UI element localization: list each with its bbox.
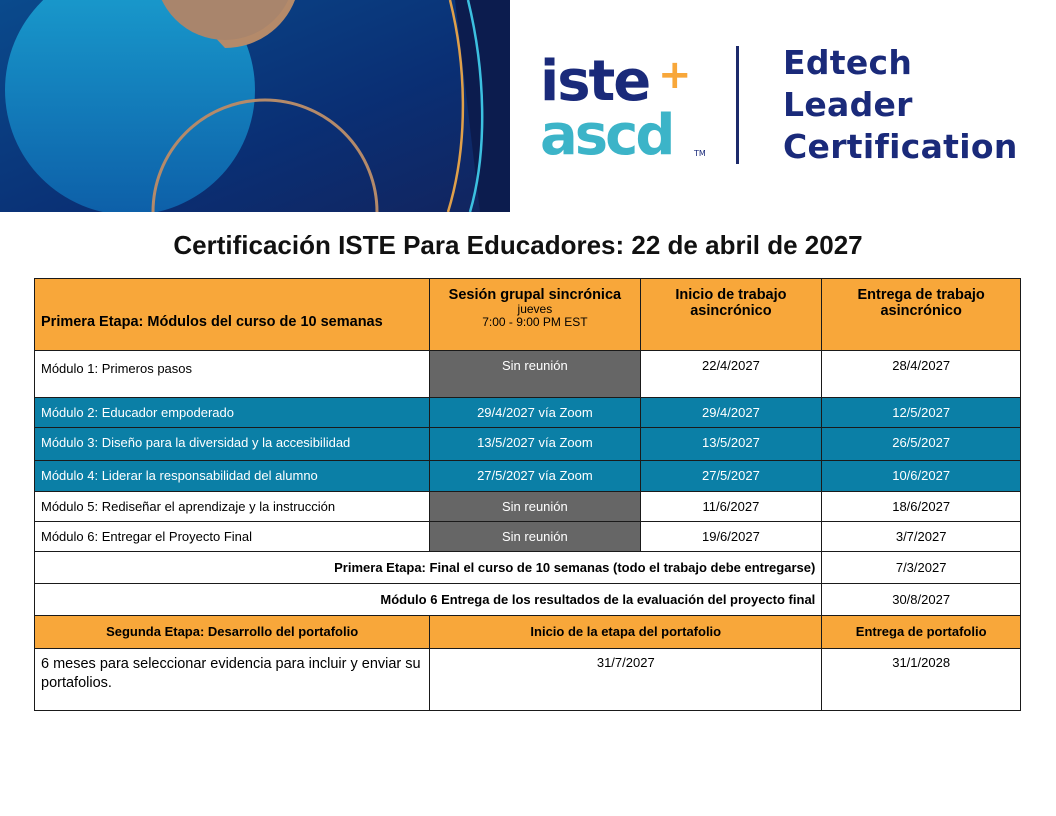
table-row: [35, 398, 1021, 428]
portfolio-due-date: 31/1/2028: [822, 649, 1021, 711]
session-cell: 27/5/2027 vía Zoom: [430, 461, 640, 492]
banner-decorative-graphic: [0, 0, 510, 212]
module-name: Módulo 4: Liderar la responsabilidad del alumno: [35, 461, 430, 492]
module-name: Módulo 3: Diseño para la diversidad y la accesibilidad: [35, 428, 430, 461]
module-name: Módulo 5: Rediseñar el aprendizaje y la instrucción: [35, 492, 430, 522]
logo-divider: [736, 46, 739, 164]
module-name: Módulo 1: Primeros pasos: [35, 351, 430, 398]
summary-date: 30/8/2027: [822, 584, 1021, 616]
session-cell: 13/5/2027 vía Zoom: [430, 428, 640, 461]
table-row: [35, 351, 1021, 398]
summary-label: Módulo 6 Entrega de los resultados de la evaluación del proyecto final: [35, 584, 822, 616]
due-date: 12/5/2027: [822, 398, 1021, 428]
summary-label: Primera Etapa: Final el curso de 10 semanas (todo el trabajo debe entregarse): [35, 552, 822, 584]
svg-text:iste: iste: [540, 49, 650, 114]
table-header-row: [35, 279, 1021, 351]
due-date: 10/6/2027: [822, 461, 1021, 492]
portfolio-start-date: 31/7/2027: [430, 649, 822, 711]
sync-session-header: Sesión grupal sincrónica jueves 7:00 - 9:00 PM EST: [430, 279, 640, 351]
svg-text:TM: TM: [694, 149, 706, 158]
svg-text:ascd: ascd: [540, 103, 673, 160]
header-banner: [0, 0, 1056, 212]
due-date: 28/4/2027: [822, 351, 1021, 398]
start-date: 11/6/2027: [640, 492, 822, 522]
due-date: 3/7/2027: [822, 522, 1021, 552]
due-date: 18/6/2027: [822, 492, 1021, 522]
schedule-table: [34, 278, 1021, 711]
stage2-header: Segunda Etapa: Desarrollo del portafolio: [35, 616, 430, 649]
sync-time: 7:00 - 9:00 PM EST: [482, 315, 588, 329]
async-start-header: Inicio de trabajo asincrónico: [640, 279, 822, 351]
portfolio-description: 6 meses para seleccionar evidencia para incluir y enviar su portafolios.: [35, 649, 430, 711]
due-date: 26/5/2027: [822, 428, 1021, 461]
sync-day: jueves: [517, 302, 553, 316]
start-date: 29/4/2027: [640, 398, 822, 428]
module-name: Módulo 2: Educador empoderado: [35, 398, 430, 428]
session-cell: 29/4/2027 vía Zoom: [430, 398, 640, 428]
title-line-2: Leader: [783, 85, 913, 124]
summary-row: [35, 584, 1021, 616]
session-cell: Sin reunión: [430, 351, 640, 398]
session-cell: Sin reunión: [430, 522, 640, 552]
title-line-3: Certification: [783, 127, 1018, 166]
iste-ascd-logo: [540, 48, 710, 160]
stage2-header-row: [35, 616, 1021, 649]
table-row: [35, 428, 1021, 461]
certification-title: [783, 42, 1043, 168]
svg-text:+: +: [658, 52, 692, 98]
table-row: [35, 492, 1021, 522]
document-title: Certificación ISTE Para Educadores: 22 de abril de 2027: [173, 230, 863, 260]
start-date: 13/5/2027: [640, 428, 822, 461]
title-line-1: Edtech: [783, 43, 913, 82]
module-name: Módulo 6: Entregar el Proyecto Final: [35, 522, 430, 552]
portfolio-start-header: Inicio de la etapa del portafolio: [430, 616, 822, 649]
summary-date: 7/3/2027: [822, 552, 1021, 584]
async-due-header: Entrega de trabajo asincrónico: [822, 279, 1021, 351]
table-row: [35, 461, 1021, 492]
table-row: [35, 522, 1021, 552]
start-date: 19/6/2027: [640, 522, 822, 552]
start-date: 27/5/2027: [640, 461, 822, 492]
stage2-row: [35, 649, 1021, 711]
start-date: 22/4/2027: [640, 351, 822, 398]
stage1-header: Primera Etapa: Módulos del curso de 10 semanas: [35, 279, 430, 351]
summary-row: [35, 552, 1021, 584]
portfolio-due-header: Entrega de portafolio: [822, 616, 1021, 649]
session-cell: Sin reunión: [430, 492, 640, 522]
